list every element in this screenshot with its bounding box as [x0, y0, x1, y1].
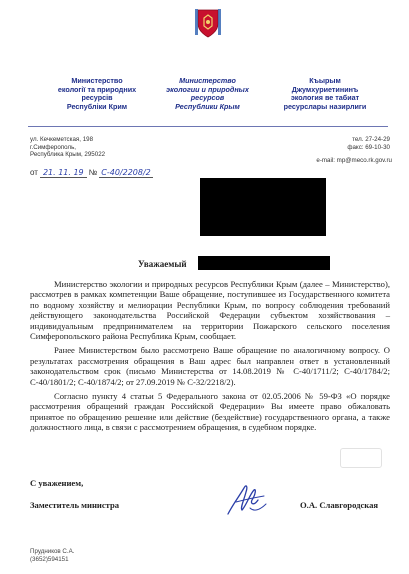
contacts-block: тел. 27-24-29 факс: 69-10-30: [347, 136, 390, 151]
reference-number-label: №: [88, 168, 98, 177]
paragraph-1: Министерство экологии и природных ресурсов Республики Крым (далее – Министерство), рассмотрев в рамках компетенции Ваше обращение, поступившее из Государственного комитета по водному хозяйству и мелиорации Республики Крым, по вопросу соблюдения требований действующего законодательства Российской Федерации субъектом хозяйствования – индивидуальным предпринимателем на территории Пожарского сельского поселения Симферопольского района Республика Крым, сообщает.: [30, 279, 390, 342]
ministry-name-russian: Министерство экологии и природных ресурсов Республики Крым: [166, 76, 249, 111]
ministry-name-crimean-tatar: Къырым Джумхуриетининъ экология ве табиат ресурслары назирлиги: [283, 76, 367, 111]
header-divider: [28, 126, 388, 127]
executor-name: Прудников С.А.: [30, 548, 75, 555]
address-block: ул. Кечкеметская, 198 г.Симферополь, Республика Крым, 295022: [30, 136, 106, 159]
closing: С уважением,: [30, 478, 84, 488]
email: e-mail: mp@meco.rk.gov.ru: [316, 157, 392, 164]
ministry-name-ukrainian: Министерство екології та природних ресурсів Республіки Крим: [57, 76, 137, 111]
coat-of-arms-icon: [195, 7, 221, 39]
handwritten-signature-icon: [222, 480, 270, 520]
reference-prefix: от: [30, 168, 38, 177]
emblem: [195, 7, 221, 39]
greeting: [138, 259, 187, 269]
executor-block: [30, 548, 130, 563]
signature-name: О.А. Славгородская: [300, 500, 379, 510]
signature-mark: [222, 480, 270, 520]
redacted-name: [198, 256, 330, 270]
paragraph-2: Ранее Министерством было рассмотрено Ваше обращение по аналогичному вопросу. О результатах рассмотрения обращения в Ваш адрес был направлен ответ в установленный законодательством срок (письмо Министерства от 14.08.2019 № С-40/1711/2; С-40/1784/2; С-40/1801/2; С-40/1874/2; от 27.09.2019 № С-32/2218/2).: [30, 345, 390, 387]
reference-line: [30, 168, 190, 182]
reference-date: 21. 11. 19: [40, 168, 87, 178]
signature-position: Заместитель министра: [30, 500, 120, 510]
redacted-addressee: [200, 178, 326, 236]
paragraph-3: Согласно пункту 4 статьи 5 Федерального закона от 02.05.2006 № 59-ФЗ «О порядке рассмотрения обращений граждан Российской Федерации» Вы имеете право обжаловать принятое по обращению решение или действие (бездействие) государственного органа, а также должностного лица, в связи с рассмотрением обращения, в судебном порядке.: [30, 391, 390, 433]
executor-phone: (3652)594151: [30, 555, 69, 563]
greeting-text: Уважаемый: [138, 259, 187, 269]
reference-number: С-40/2208/2: [101, 168, 151, 177]
letter-body: [30, 279, 390, 437]
faint-stamp: [340, 448, 382, 468]
